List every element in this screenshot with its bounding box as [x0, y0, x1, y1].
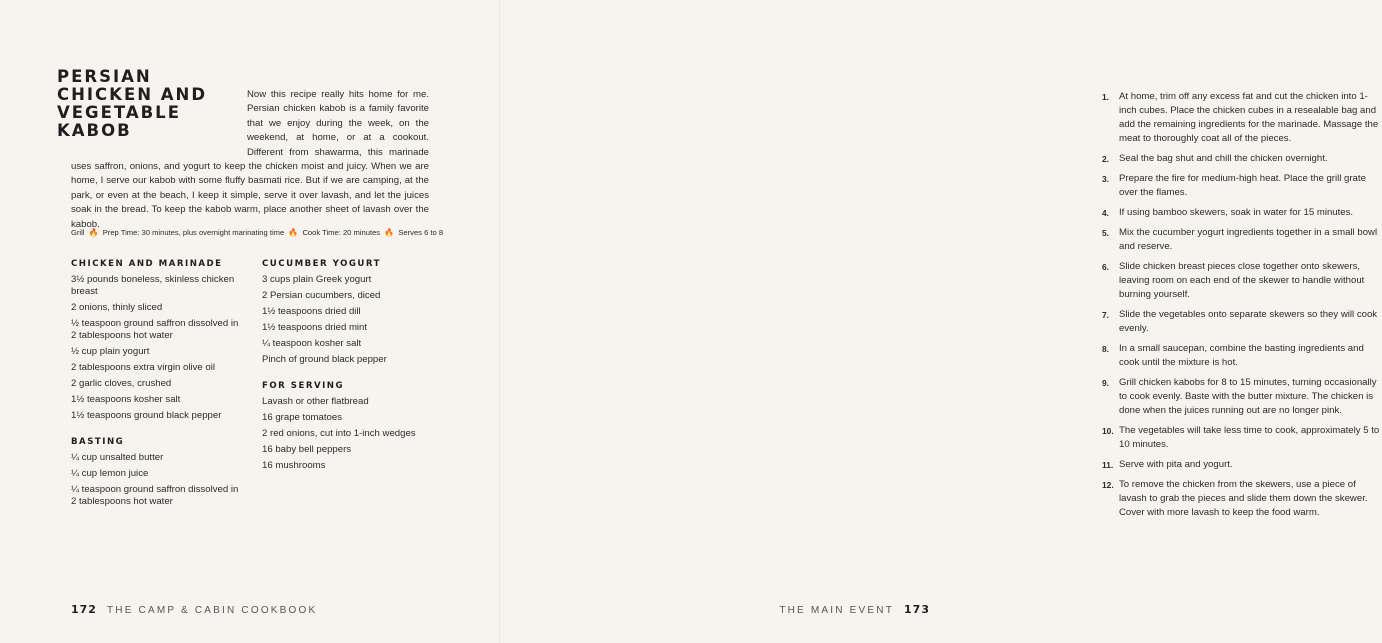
ingredient-item: 2 garlic cloves, crushed: [71, 378, 172, 389]
ingredient-item: 2 onions, thinly sliced: [71, 302, 163, 313]
step-text: Slide chicken breast pieces close together onto skewers, leaving room on each end of the skewer to handle without burning yourself.: [1119, 261, 1365, 300]
recipe-intro: [71, 88, 429, 232]
flame-icon: 🔥: [384, 228, 395, 237]
recipe-meta: [71, 228, 443, 238]
step-text: To remove the chicken from the skewers, use a piece of lavash to grab the pieces and slide them down the skewer. Cover with more lavash to keep the food warm.: [1119, 479, 1368, 518]
ingredient-item: ¼ teaspoon ground saffron dissolved in 2 tablespoons hot water: [71, 484, 239, 507]
meta-method: Grill: [71, 228, 85, 237]
ingredient-item: 1½ teaspoons ground black pepper: [71, 410, 222, 421]
step-text: Prepare the fire for medium-high heat. Place the grill grate over the flames.: [1119, 173, 1366, 198]
running-head-left: THE CAMP & CABIN COOKBOOK: [106, 605, 318, 616]
ingredient-item: ¼ cup lemon juice: [71, 468, 149, 479]
chicken-marinade-list: [71, 274, 243, 422]
step-number: 3.: [1102, 174, 1109, 184]
ingredients-column-2: [262, 258, 442, 476]
right-page: [500, 0, 1380, 643]
step-item: [1102, 90, 1382, 146]
meta-prep-time: Prep Time: 30 minutes, plus overnight marinating time: [102, 228, 285, 237]
step-text: Mix the cucumber yogurt ingredients together in a small bowl and reserve.: [1119, 227, 1378, 252]
page-number-left: 172: [71, 603, 97, 616]
step-item: [1102, 424, 1382, 452]
step-text: Grill chicken kabobs for 8 to 15 minutes, turning occasionally to cook evenly. Baste with the butter mixture. The chicken is done when the juices running out are no longer pink.: [1119, 377, 1377, 416]
ingredient-item: ½ teaspoon ground saffron dissolved in 2 tablespoons hot water: [71, 318, 239, 341]
section-title-chicken-marinade: CHICKEN AND MARINADE: [71, 259, 223, 269]
ingredient-item: 2 tablespoons extra virgin olive oil: [71, 362, 215, 373]
ingredient-item: ¼ teaspoon kosher salt: [262, 338, 362, 349]
step-number: 2.: [1102, 154, 1109, 164]
step-number: 12.: [1102, 480, 1114, 490]
step-item: [1102, 260, 1382, 302]
ingredient-item: ¼ cup unsalted butter: [71, 452, 164, 463]
ingredient-item: 3½ pounds boneless, skinless chicken breast: [71, 274, 235, 297]
ingredient-item: 16 grape tomatoes: [262, 412, 343, 423]
step-number: 9.: [1102, 378, 1109, 388]
step-item: [1102, 376, 1382, 418]
ingredient-item: 2 Persian cucumbers, diced: [262, 290, 381, 301]
cucumber-yogurt-list: [262, 274, 442, 366]
ingredient-item: 16 baby bell peppers: [262, 444, 352, 455]
flame-icon: 🔥: [288, 228, 299, 237]
ingredient-item: 16 mushrooms: [262, 460, 326, 471]
section-title-cucumber-yogurt: CUCUMBER YOGURT: [262, 259, 381, 269]
step-item: [1102, 226, 1382, 254]
title-float-spacer: [71, 88, 247, 160]
ingredient-item: Lavash or other flatbread: [262, 396, 369, 407]
step-number: 11.: [1102, 460, 1114, 470]
step-text: In a small saucepan, combine the basting ingredients and cook until the mixture is hot.: [1119, 343, 1364, 368]
ingredient-item: ½ cup plain yogurt: [71, 346, 150, 357]
intro-text: Now this recipe really hits home for me. Persian chicken kabob is a family favorite that we enjoy during the week, on the weekend, at home, or at a cookout. Different from shawarma, this marinade uses saffron, onions, and yogurt to keep the chicken moist and juicy. When we are home, I serve our kabob with some fluffy basmati rice. But if we are camping, at the park, or even at the beach, I keep it simple, serve it over lavash, and let the juices soak in the bread. To keep the kabob warm, place another sheet of lavash over the kabob.: [71, 89, 429, 230]
basting-list: [71, 452, 243, 508]
instruction-steps: [1102, 90, 1382, 526]
ingredient-item: 1½ teaspoons dried mint: [262, 322, 368, 333]
ingredient-item: Pinch of ground black pepper: [262, 354, 387, 365]
step-text: Serve with pita and yogurt.: [1119, 459, 1233, 470]
step-item: [1102, 342, 1382, 370]
flame-icon: 🔥: [88, 228, 99, 237]
ingredient-item: 1½ teaspoons dried dill: [262, 306, 361, 317]
ingredient-item: 1½ teaspoons kosher salt: [71, 394, 181, 405]
step-text: Seal the bag shut and chill the chicken overnight.: [1119, 153, 1328, 164]
step-number: 10.: [1102, 426, 1114, 436]
section-title-basting: BASTING: [71, 437, 125, 447]
page-number-right: 173: [904, 603, 930, 616]
left-page: [0, 0, 500, 643]
ingredient-item: 2 red onions, cut into 1-inch wedges: [262, 428, 416, 439]
section-title-for-serving: FOR SERVING: [262, 381, 345, 391]
step-text: At home, trim off any excess fat and cut the chicken into 1-inch cubes. Place the chicken cubes in a resealable bag and add the remaining ingredients for the marinade. Massage the meat to thoroughly coat all of the pieces.: [1119, 91, 1379, 144]
step-number: 1.: [1102, 92, 1109, 102]
cucumber-yogurt-section: [262, 258, 442, 366]
recipe-title: PERSIAN CHICKEN AND VEGETABLE KABOB: [57, 67, 208, 140]
meta-cook-time: Cook Time: 20 minutes: [302, 228, 381, 237]
ingredients-column-1: [71, 258, 243, 512]
step-text: The vegetables will take less time to cook, approximately 5 to 10 minutes.: [1119, 425, 1380, 450]
for-serving-section: [262, 380, 442, 472]
step-number: 8.: [1102, 344, 1109, 354]
ingredient-item: 3 cups plain Greek yogurt: [262, 274, 372, 285]
step-number: 5.: [1102, 228, 1109, 238]
step-text: If using bamboo skewers, soak in water for 15 minutes.: [1119, 207, 1354, 218]
step-item: [1102, 172, 1382, 200]
meta-serves: Serves 6 to 8: [398, 228, 444, 237]
step-text: Slide the vegetables onto separate skewers so they will cook evenly.: [1119, 309, 1378, 334]
for-serving-list: [262, 396, 442, 472]
step-item: [1102, 206, 1382, 220]
step-item: [1102, 308, 1382, 336]
step-number: 6.: [1102, 262, 1109, 272]
step-item: [1102, 458, 1382, 472]
running-head-right: THE MAIN EVENT: [779, 605, 895, 616]
step-item: [1102, 152, 1382, 166]
basting-section: [71, 436, 243, 508]
folio-left: [71, 603, 317, 616]
step-number: 4.: [1102, 208, 1109, 218]
step-item: [1102, 478, 1382, 520]
folio-right: [779, 603, 930, 616]
step-number: 7.: [1102, 310, 1109, 320]
chicken-marinade-section: [71, 258, 243, 422]
